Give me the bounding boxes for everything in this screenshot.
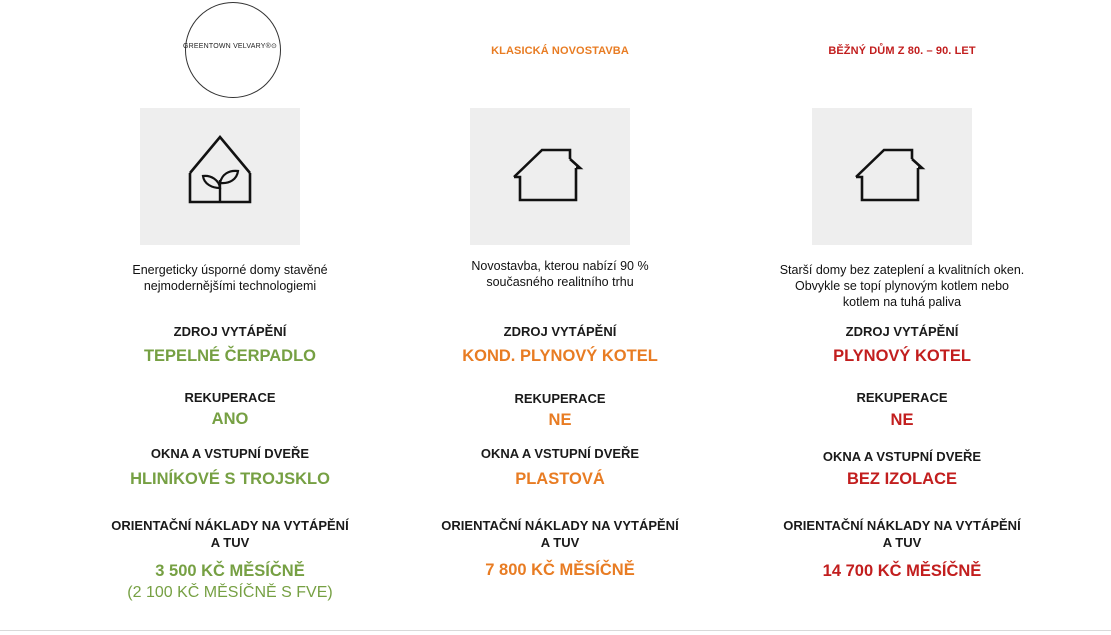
windows-label: OKNA A VSTUPNÍ DVEŘE bbox=[822, 449, 982, 464]
windows-value: PLASTOVÁ bbox=[515, 470, 605, 488]
heating-value: TEPELNÉ ČERPADLO bbox=[143, 347, 317, 365]
house-icon bbox=[470, 108, 630, 245]
recuperation-value: NE bbox=[890, 411, 914, 429]
column-title: BĚŽNÝ DŮM Z 80. – 90. LET bbox=[828, 45, 976, 57]
heating-value: KOND. PLYNOVÝ KOTEL bbox=[462, 347, 658, 365]
greentown-logo-text: GREENTOWN VELVARY®⊙ bbox=[182, 43, 278, 50]
column-title: KLASICKÁ NOVOSTAVBA bbox=[491, 45, 629, 57]
house-plant-icon-box bbox=[140, 108, 300, 245]
description: Energeticky úsporné domy stavěné nejmodernějšími technologiemi bbox=[132, 263, 328, 293]
costs-value: 3 500 KČ MĚSÍČNĚ bbox=[155, 562, 305, 580]
windows-value: HLINÍKOVÉ S TROJSKLO bbox=[130, 470, 330, 488]
costs-subvalue: (2 100 KČ MĚSÍČNĚ S FVE) bbox=[127, 584, 333, 601]
costs-label: ORIENTAČNÍ NÁKLADY NA VYTÁPĚNÍ A TUV bbox=[441, 518, 679, 550]
windows-label: OKNA A VSTUPNÍ DVEŘE bbox=[150, 446, 310, 461]
column-header bbox=[375, 0, 745, 100]
description: Novostavba, kterou nabízí 90 % současného realitního trhu bbox=[471, 259, 649, 289]
house-icon-box bbox=[812, 108, 972, 245]
recuperation-value: NE bbox=[548, 411, 572, 429]
heating-label: ZDROJ VYTÁPĚNÍ bbox=[845, 324, 959, 339]
costs-value: 14 700 KČ MĚSÍČNĚ bbox=[822, 562, 982, 580]
recuperation-value: ANO bbox=[211, 410, 249, 428]
heating-label: ZDROJ VYTÁPĚNÍ bbox=[503, 324, 617, 339]
recuperation-label: REKUPERACE bbox=[184, 390, 276, 405]
bottom-divider bbox=[0, 630, 1111, 631]
recuperation-label: REKUPERACE bbox=[514, 391, 606, 406]
windows-value: BEZ IZOLACE bbox=[847, 470, 957, 488]
recuperation-label: REKUPERACE bbox=[856, 390, 948, 405]
column-header bbox=[717, 0, 1087, 100]
house-icon bbox=[812, 108, 972, 245]
costs-label: ORIENTAČNÍ NÁKLADY NA VYTÁPĚNÍ A TUV bbox=[111, 518, 349, 550]
house-icon-box bbox=[470, 108, 630, 245]
description: Starší domy bez zateplení a kvalitních oken. Obvykle se topí plynovým kotlem nebo kotlem na tuhá paliva bbox=[779, 263, 1025, 309]
greentown-logo bbox=[185, 2, 281, 98]
house-plant-icon bbox=[140, 108, 300, 245]
windows-label: OKNA A VSTUPNÍ DVEŘE bbox=[480, 446, 640, 461]
heating-label: ZDROJ VYTÁPĚNÍ bbox=[173, 324, 287, 339]
heating-value: PLYNOVÝ KOTEL bbox=[833, 347, 971, 365]
costs-label: ORIENTAČNÍ NÁKLADY NA VYTÁPĚNÍ A TUV bbox=[783, 518, 1021, 550]
column-header bbox=[45, 0, 415, 100]
costs-value: 7 800 KČ MĚSÍČNĚ bbox=[485, 561, 635, 579]
